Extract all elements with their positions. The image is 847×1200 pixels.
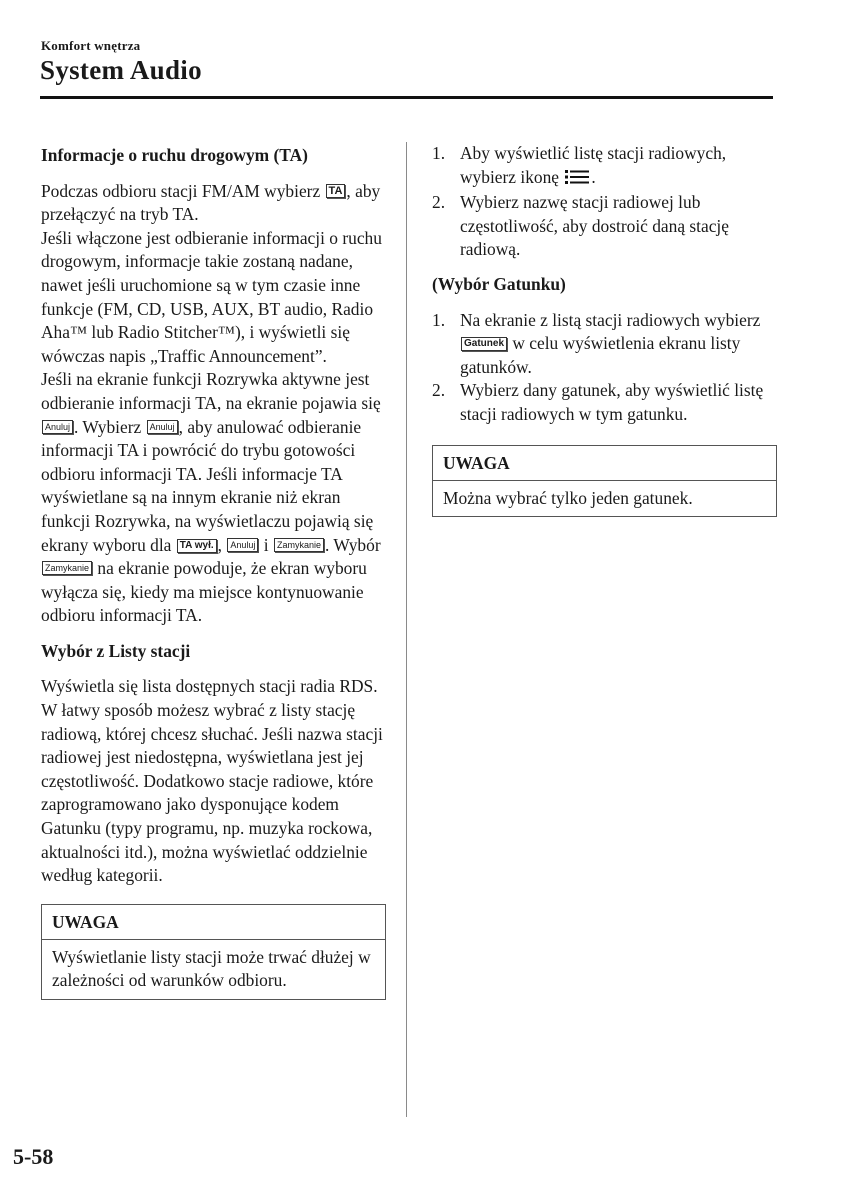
- anuluj-key-icon: Anuluj: [227, 538, 258, 552]
- list-item: 2. Wybierz dany gatunek, aby wyświetlić listę stacji radiowych w tym gatunku.: [432, 380, 764, 424]
- note-box-left: [41, 904, 386, 1000]
- anuluj-key-icon: Anuluj: [147, 420, 178, 434]
- note-body: Można wybrać tylko jeden gatunek.: [443, 487, 693, 508]
- note-title: UWAGA: [433, 446, 776, 481]
- list-item: 2. Wybierz nazwę stacji radiowej lub częstotliwość, aby dostroić daną stację radiową.: [432, 192, 729, 260]
- note-title: UWAGA: [42, 905, 385, 940]
- gatunek-key-icon: Gatunek: [461, 337, 507, 351]
- section-label: Komfort wnętrza: [41, 38, 141, 53]
- ta-paragraph-3: Jeśli na ekranie funkcji Rozrywka aktywne jest odbieranie informacji TA, na ekranie pojawia się Anuluj . Wybierz Anuluj , aby anulować odbieranie informacji TA i powrócić do trybu gotowości odbioru informacji TA. Jeśli informacje TA wyświetlane są na innym ekranie niż ekran funkcji Rozrywka, na wyświetlaczu pojawią się ekrany wyboru dla TA wył. , Anuluj i Zamykanie . Wybór Zamykanie na ekranie powoduje, że ekran wyboru wyłącza się, kiedy ma miejsce kontynuowanie odbioru informacji TA.: [41, 369, 381, 626]
- note-box-right: [432, 445, 777, 518]
- list-item: 1. Na ekranie z listą stacji radiowych wybierz Gatunek w celu wyświetlenia ekranu listy gatunków.: [432, 309, 761, 377]
- ta-key-icon: TA: [326, 184, 346, 198]
- genre-heading: (Wybór Gatunku): [432, 273, 566, 294]
- right-column: [432, 142, 777, 517]
- ta-wyl-key-icon: TA wył.: [177, 539, 217, 553]
- list-icon: [565, 168, 591, 192]
- station-list-heading: Wybór z Listy stacji: [41, 640, 191, 661]
- note-body: Wyświetlanie listy stacji może trwać dłużej w zależności od warunków odbioru.: [52, 946, 371, 991]
- left-column: [41, 142, 386, 1000]
- genre-steps: [432, 309, 777, 427]
- station-list-paragraph: Wyświetla się lista dostępnych stacji radia RDS. W łatwy sposób możesz wybrać z listy stację radiową, której chcesz słuchać. Jeśli nazwa stacji radiowej jest niedostępna, wyświetlana jest jej częstotliwość. Dodatkowo stacje radiowe, które zaprogramowano jako dysponujące kodem Gatunku (typy programu, np. muzyka rockowa, aktualności itd.), można wyświetlać oddzielnie według kategorii.: [41, 676, 383, 886]
- page-title: System Audio: [40, 55, 202, 85]
- ta-heading: Informacje o ruchu drogowym (TA): [41, 145, 308, 165]
- zamykanie-key-icon: Zamykanie: [274, 538, 324, 552]
- ta-paragraph-2: Jeśli włączone jest odbieranie informacji o ruchu drogowym, informacje takie zostaną nadane, nawet jeśli uruchomione są w tym czasie inne funkcje (FM, CD, USB, AUX, BT audio, Radio Aha™ lub Radio Stitcher™), i wyświetli się wówczas napis „Traffic Announcement”.: [41, 227, 382, 366]
- list-item: 1. Aby wyświetlić listę stacji radiowych, wybierz ikonę .: [432, 142, 777, 191]
- column-divider: [406, 142, 407, 1117]
- ta-paragraph-1: Podczas odbioru stacji FM/AM wybierz TA , aby przełączyć na tryb TA.: [41, 180, 381, 225]
- anuluj-key-icon: Anuluj: [42, 420, 73, 434]
- station-steps: [432, 142, 777, 262]
- page-number: 5-58: [13, 1144, 54, 1169]
- title-rule: [40, 96, 773, 99]
- zamykanie-key-icon: Zamykanie: [42, 561, 92, 575]
